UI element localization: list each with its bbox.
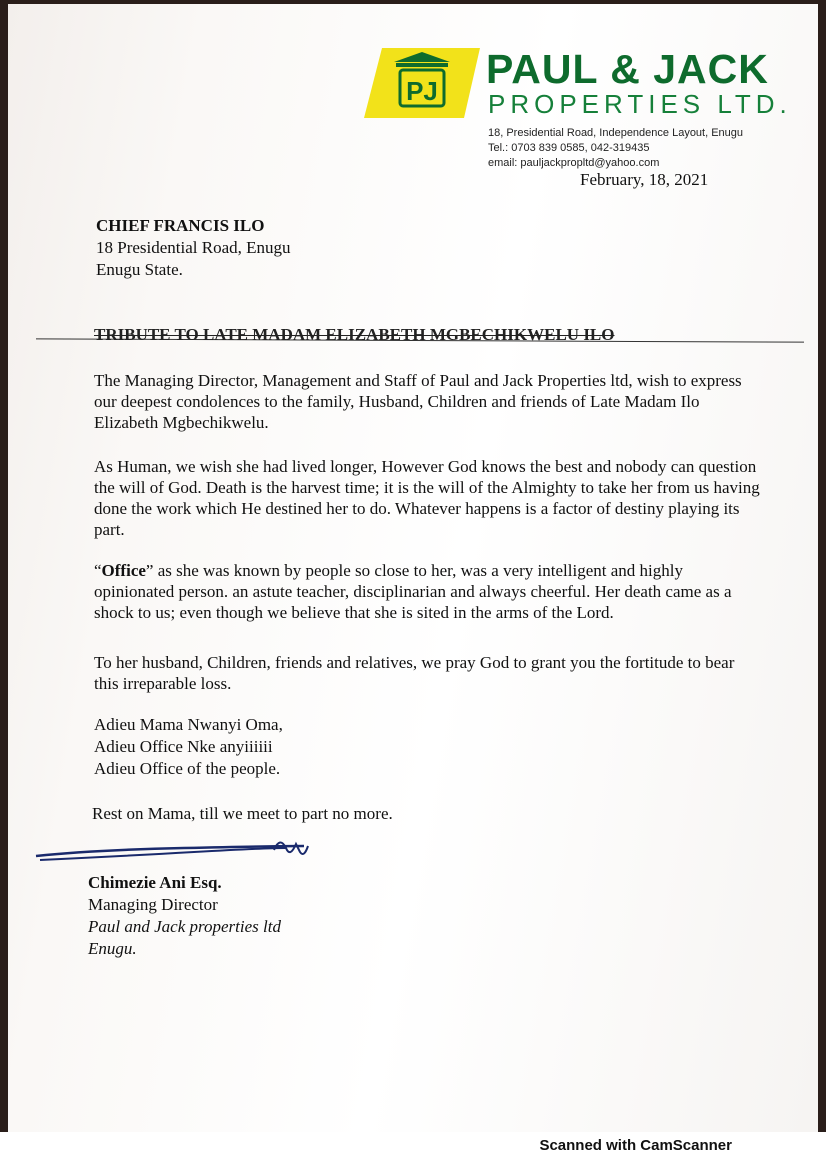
signer-title: Managing Director xyxy=(88,895,218,914)
adieu-line1: Adieu Mama Nwanyi Oma, xyxy=(94,715,283,734)
addressee-name: CHIEF FRANCIS ILO xyxy=(96,216,265,235)
adieu-line2: Adieu Office Nke anyiiiiii xyxy=(94,737,273,756)
paragraph-3 xyxy=(94,560,760,623)
company-subtitle: PROPERTIES LTD. xyxy=(488,89,792,119)
company-logo xyxy=(364,48,480,118)
adieu-block xyxy=(94,714,283,780)
signer-block xyxy=(88,872,281,960)
adieu-line3: Adieu Office of the people. xyxy=(94,759,281,778)
paragraph-2: As Human, we wish she had lived longer, However God knows the best and nobody can question the will of God. Death is the harvest time; it is the will of the Almighty to take her from us having done the work which He destined her to do. Whatever happens is a factor of destiny playing its part. xyxy=(94,457,760,539)
paragraph-4: To her husband, Children, friends and relatives, we pray God to grant you the fortitude to bear this irreparable loss. xyxy=(94,653,735,693)
addressee-block xyxy=(96,215,291,281)
camscanner-watermark: Scanned with CamScanner xyxy=(539,1137,732,1154)
addressee-line1: 18 Presidential Road, Enugu xyxy=(96,238,291,257)
logo-monogram: PJ xyxy=(406,76,438,106)
letter-subject: TRIBUTE TO LATE MADAM ELIZABETH MGBECHIKWELU ILO xyxy=(94,325,615,344)
paragraph-3-open-quote: “ xyxy=(94,561,102,580)
company-email: email: pauljackpropltd@yahoo.com xyxy=(488,157,660,169)
signer-city: Enugu. xyxy=(88,939,137,958)
company-address: 18, Presidential Road, Independence Layout, Enugu xyxy=(488,127,744,139)
paragraph-1: The Managing Director, Management and Staff of Paul and Jack Properties ltd, wish to express our deepest condolences to the family, Husband, Children and friends of Late Madam Ilo Elizabeth Mgbechikwelu. xyxy=(94,371,742,432)
paragraph-3-bold: Office xyxy=(101,561,146,580)
company-contact xyxy=(488,126,743,171)
signature xyxy=(34,834,314,868)
company-name: PAUL & JACK xyxy=(486,46,769,92)
signer-name: Chimezie Ani Esq. xyxy=(88,873,222,892)
company-tel: Tel.: 0703 839 0585, 042-319435 xyxy=(488,142,650,154)
closing-line: Rest on Mama, till we meet to part no more. xyxy=(92,804,393,823)
letter-date: February, 18, 2021 xyxy=(580,170,709,189)
signer-company: Paul and Jack properties ltd xyxy=(88,917,281,936)
addressee-line2: Enugu State. xyxy=(96,260,183,279)
paragraph-3-text: ” as she was known by people so close to her, was a very intelligent and highly opinionated person. an astute teacher, disciplinarian and always cheerful. Her death came as a shock to us; even though we believe that she is sited in the arms of the Lord. xyxy=(94,561,732,622)
